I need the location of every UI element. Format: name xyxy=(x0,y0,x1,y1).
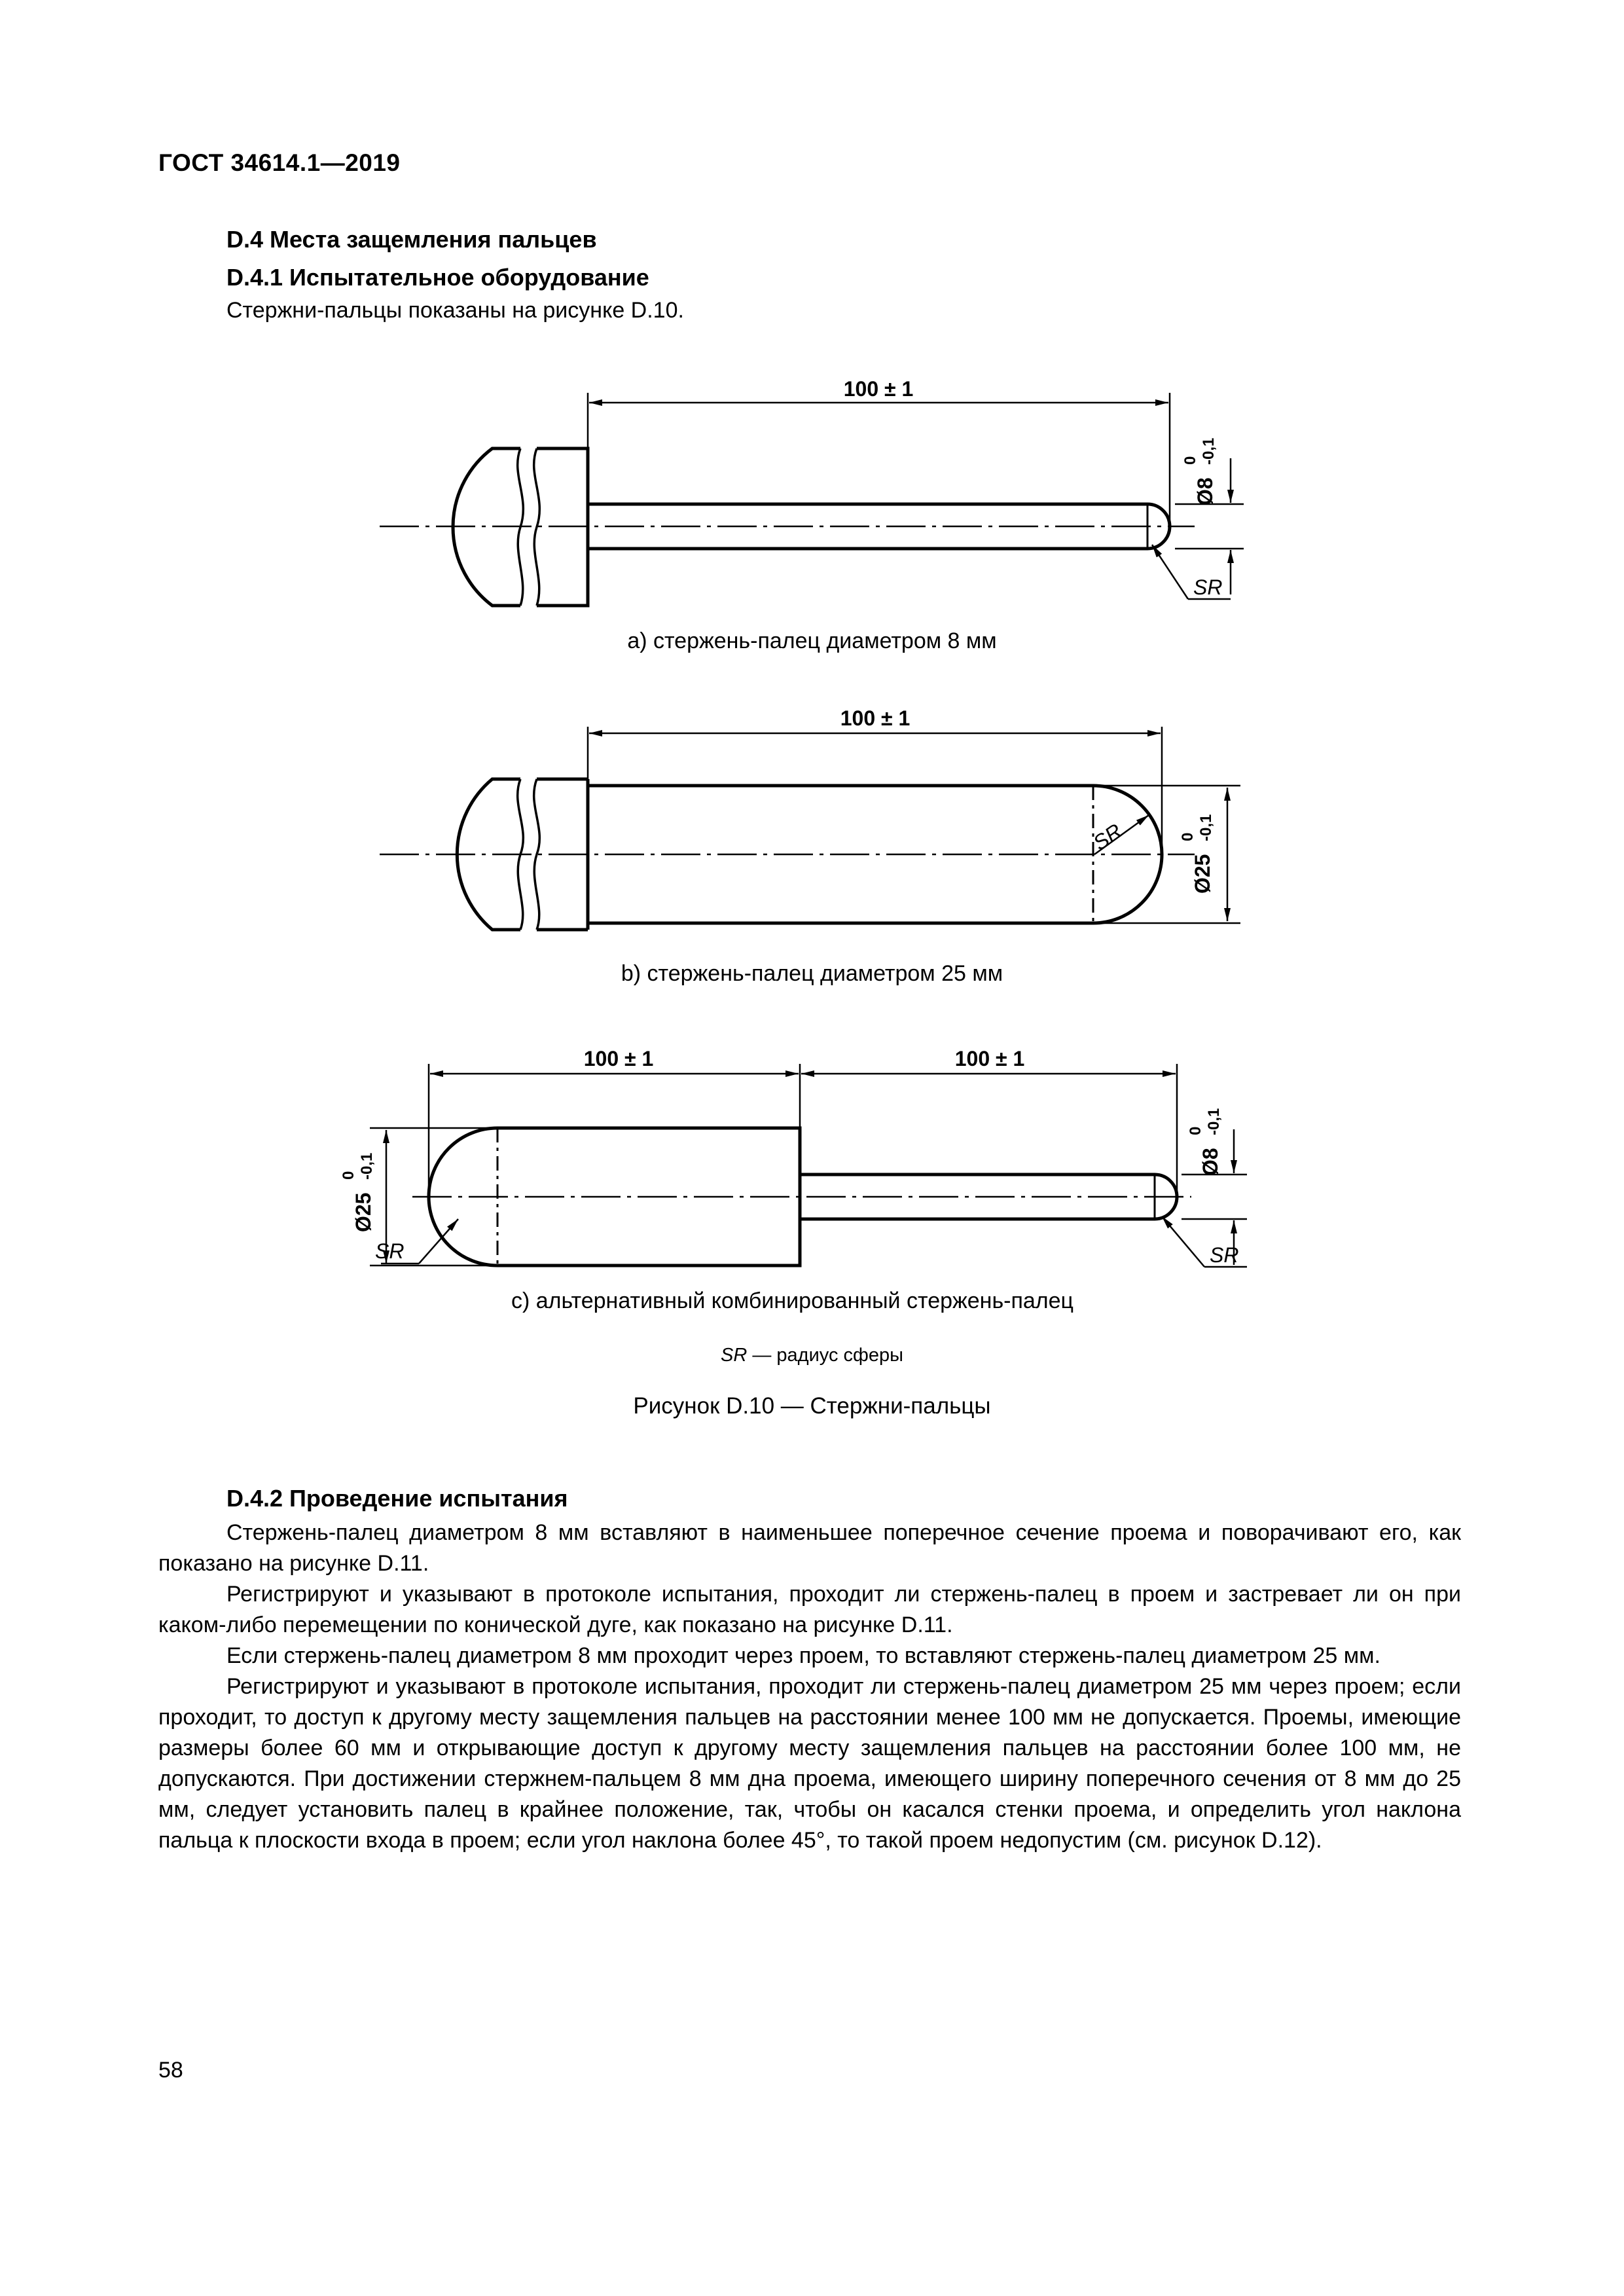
figure-c-caption: с) альтернативный комбинированный стержень-палец xyxy=(511,1288,1074,1313)
drawing-c-tol-upper-right: 0 xyxy=(1187,1126,1204,1135)
section-d4-title: D.4 Места защемления пальцев xyxy=(226,226,597,253)
drawing-c-sr-left-label: SR xyxy=(375,1239,405,1263)
drawing-a-8mm-finger xyxy=(380,393,1244,606)
drawing-c-diameter-right-label: Ø8 xyxy=(1199,1148,1222,1176)
standard-header: ГОСТ 34614.1—2019 xyxy=(158,149,401,176)
paragraph: Регистрируют и указывают в протоколе испытания, проходит ли стержень-палец в проем и застревает ли он при каком-либо перемещении по конической дуге, как показано на рисунке D.11. xyxy=(158,1582,1461,1637)
section-d41-intro: Стержни-пальцы показаны на рисунке D.10. xyxy=(226,298,684,323)
drawing-c-combined-finger xyxy=(370,1064,1247,1267)
drawing-c-diameter-left-label: Ø25 xyxy=(352,1192,375,1232)
drawing-a-tol-upper: 0 xyxy=(1182,456,1199,465)
drawing-c-tol-upper-left: 0 xyxy=(340,1171,357,1180)
legend-symbol: SR xyxy=(721,1345,748,1366)
drawing-a-diameter-label: Ø8 xyxy=(1193,477,1217,505)
figure-b-caption: b) стержень-палец диаметром 25 мм xyxy=(621,961,1003,986)
page-number: 58 xyxy=(158,2058,183,2083)
section-d42-body xyxy=(158,1518,1461,1856)
drawing-b-tol-lower: -0,1 xyxy=(1197,814,1215,841)
legend-text: — радиус сферы xyxy=(747,1345,903,1366)
drawing-a-sr-label: SR xyxy=(1193,575,1223,599)
paragraph: Стержень-палец диаметром 8 мм вставляют в наименьшее поперечное сечение проема и поворачивают его, как показано на рисунке D.11. xyxy=(158,1520,1461,1576)
drawing-c-length-right-label: 100 ± 1 xyxy=(954,1047,1025,1070)
drawing-b-sr-label: SR xyxy=(1089,818,1127,855)
drawing-a-tol-lower: -0,1 xyxy=(1200,437,1218,465)
drawing-c-tol-lower-right: -0,1 xyxy=(1205,1108,1223,1135)
drawing-b-length-label: 100 ± 1 xyxy=(840,706,911,730)
drawing-b-tol-upper: 0 xyxy=(1179,832,1197,841)
section-d42-title: D.4.2 Проведение испытания xyxy=(226,1485,568,1512)
figure-a-caption: а) стержень-палец диаметром 8 мм xyxy=(627,629,997,653)
figure-title: Рисунок D.10 — Стержни-пальцы xyxy=(633,1393,991,1419)
figure-legend xyxy=(0,1345,1624,1366)
drawing-a-length-label: 100 ± 1 xyxy=(843,377,914,401)
drawing-b-diameter-label: Ø25 xyxy=(1191,854,1214,894)
paragraph: Регистрируют и указывают в протоколе испытания, проходит ли стержень-палец диаметром 25 мм через проем; если проходит, то доступ к другому месту защемления пальцев на расстоянии менее 100 мм не допускается. Проемы, имеющие размеры более 60 мм и открывающие доступ к другому месту защемления пальцев на расстоянии более 100 мм, не допускаются. При достижении стержнем-пальцем 8 мм дна проема, имеющего ширину поперечного сечения от 8 мм до 25 мм, следует установить палец в крайнее положение, так, чтобы он касался стенки проема, и определить угол наклона пальца к плоскости входа в проем; если угол наклона более 45°, то такой проем недопустим (см. рисунок D.12). xyxy=(158,1674,1461,1853)
drawing-b-labels xyxy=(840,706,1215,894)
section-d41-title: D.4.1 Испытательное оборудование xyxy=(226,264,649,291)
drawing-c-labels xyxy=(340,1047,1238,1267)
drawing-c-sr-right-label: SR xyxy=(1210,1243,1239,1267)
drawing-c-tol-lower-left: -0,1 xyxy=(358,1152,376,1180)
drawing-c-length-left-label: 100 ± 1 xyxy=(583,1047,654,1070)
paragraph: Если стержень-палец диаметром 8 мм проходит через проем, то вставляют стержень-палец диаметром 25 мм. xyxy=(226,1643,1380,1668)
